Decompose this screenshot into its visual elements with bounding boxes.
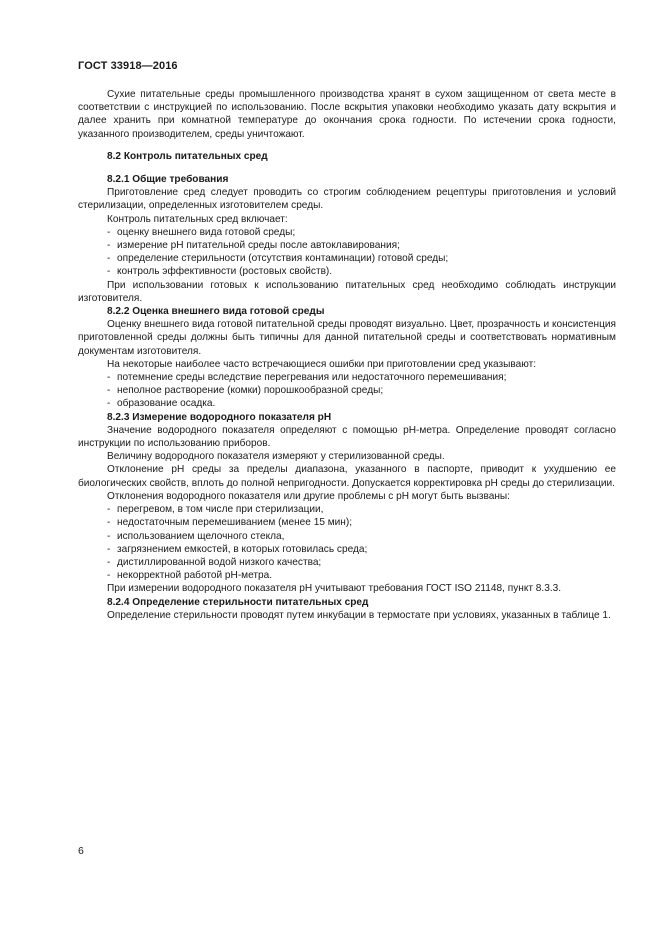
dash-marker: - [107, 253, 111, 265]
dash-marker: - [107, 570, 111, 582]
document-code-header: ГОСТ 33918—2016 [78, 60, 178, 72]
bullet-list [78, 503, 616, 582]
list-item: - дистиллированной водой низкого качества; [107, 556, 322, 568]
section-8-2-4-heading: 8.2.4 Определение стерильности питательных сред [107, 596, 369, 608]
section-8-2-1-heading: 8.2.1 Общие требования [107, 174, 229, 186]
list-item: - некорректной работой рН-метра. [107, 570, 273, 582]
page-number: 6 [78, 845, 84, 857]
list-item: - контроль эффективности (ростовых свойств). [107, 266, 333, 278]
paragraph: При использовании готовых к использованию питательных сред необходимо соблюдать инструкции изготовителя. [78, 279, 616, 304]
paragraph: Значение водородного показателя определяют с помощью рН-метра. Определение проводят согласно инструкции по использованию приборов. [78, 424, 616, 450]
list-item: - измерение рН питательной среды после автоклавирования; [107, 240, 400, 252]
dash-marker: - [107, 226, 111, 238]
paragraph: При измерении водородного показателя рН учитывают требования ГОСТ ISO 21148, пункт 8.3.3. [107, 583, 562, 595]
paragraph: Определение стерильности проводят путем инкубации в термостате при условиях, указанных в таблице 1. [107, 609, 611, 621]
bullet-list [78, 371, 616, 411]
list-item: - использованием щелочного стекла, [107, 530, 285, 542]
dash-marker: - [107, 398, 111, 410]
paragraph: Оценку внешнего вида готовой питательной среды проводят визуально. Цвет, прозрачность и консистенция приготовленной среды должны быть типичны для данной питательной среды и соответствовать нормативным документам изготовителя. [78, 319, 616, 357]
paragraph: На некоторые наиболее часто встречающиеся ошибки при приготовлении сред указывают: [107, 358, 537, 370]
list-item: - неполное растворение (комки) порошкообразной среды; [107, 385, 384, 397]
section-8-2-2-heading: 8.2.2 Оценка внешнего вида готовой среды [107, 306, 325, 318]
paragraph: Отклонения водородного показателя или другие проблемы с рН могут быть вызваны: [107, 490, 510, 502]
dash-marker: - [107, 517, 111, 529]
list-item: - определение стерильности (отсутствия контаминации) готовой среды; [107, 253, 449, 265]
dash-marker: - [107, 543, 111, 555]
dash-marker: - [107, 372, 111, 384]
dash-marker: - [107, 266, 111, 278]
dash-marker: - [107, 504, 111, 516]
dash-marker: - [107, 385, 111, 397]
intro-paragraph: Сухие питательные среды промышленного производства хранят в сухом защищенном от света месте в соответствии с инструкцией по использованию. После вскрытия упаковки необходимо указать дату вскрытия и далее хранить при комнатной температуре до окончания срока годности. По истечении срока годности, указанного производителем, среды уничтожают. [78, 89, 616, 140]
list-item: - недостаточным перемешиванием (менее 15 мин); [107, 517, 353, 529]
dash-marker: - [107, 556, 111, 568]
list-item: - загрязнением емкостей, в которых готовилась среда; [107, 543, 368, 555]
section-8-2-heading: 8.2 Контроль питательных сред [107, 150, 268, 162]
list-item: - оценку внешнего вида готовой среды; [107, 226, 296, 238]
list-item: - перегревом, в том числе при стерилизации, [107, 504, 324, 516]
dash-marker: - [107, 240, 111, 252]
document-body [78, 88, 616, 622]
dash-marker: - [107, 530, 111, 542]
paragraph: Контроль питательных сред включает: [107, 213, 288, 225]
section-8-2-3-heading: 8.2.3 Измерение водородного показателя рН [107, 411, 332, 423]
bullet-list [78, 226, 616, 279]
paragraph: Отклонение рН среды за пределы диапазона, указанного в паспорте, приводит к ухудшению ее биологических свойств, вплоть до полной непригодности. Допускается корректировка рН среды до стерилизации. [78, 464, 616, 489]
paragraph: Величину водородного показателя измеряют у стерилизованной среды. [107, 451, 445, 463]
list-item: - потемнение среды вследствие перегревания или недостаточного перемешивания; [107, 372, 507, 384]
list-item: - образование осадка. [107, 398, 216, 410]
paragraph: Приготовление сред следует проводить со строгим соблюдением рецептуры приготовления и условий стерилизации, определенных изготовителем среды. [78, 187, 616, 212]
